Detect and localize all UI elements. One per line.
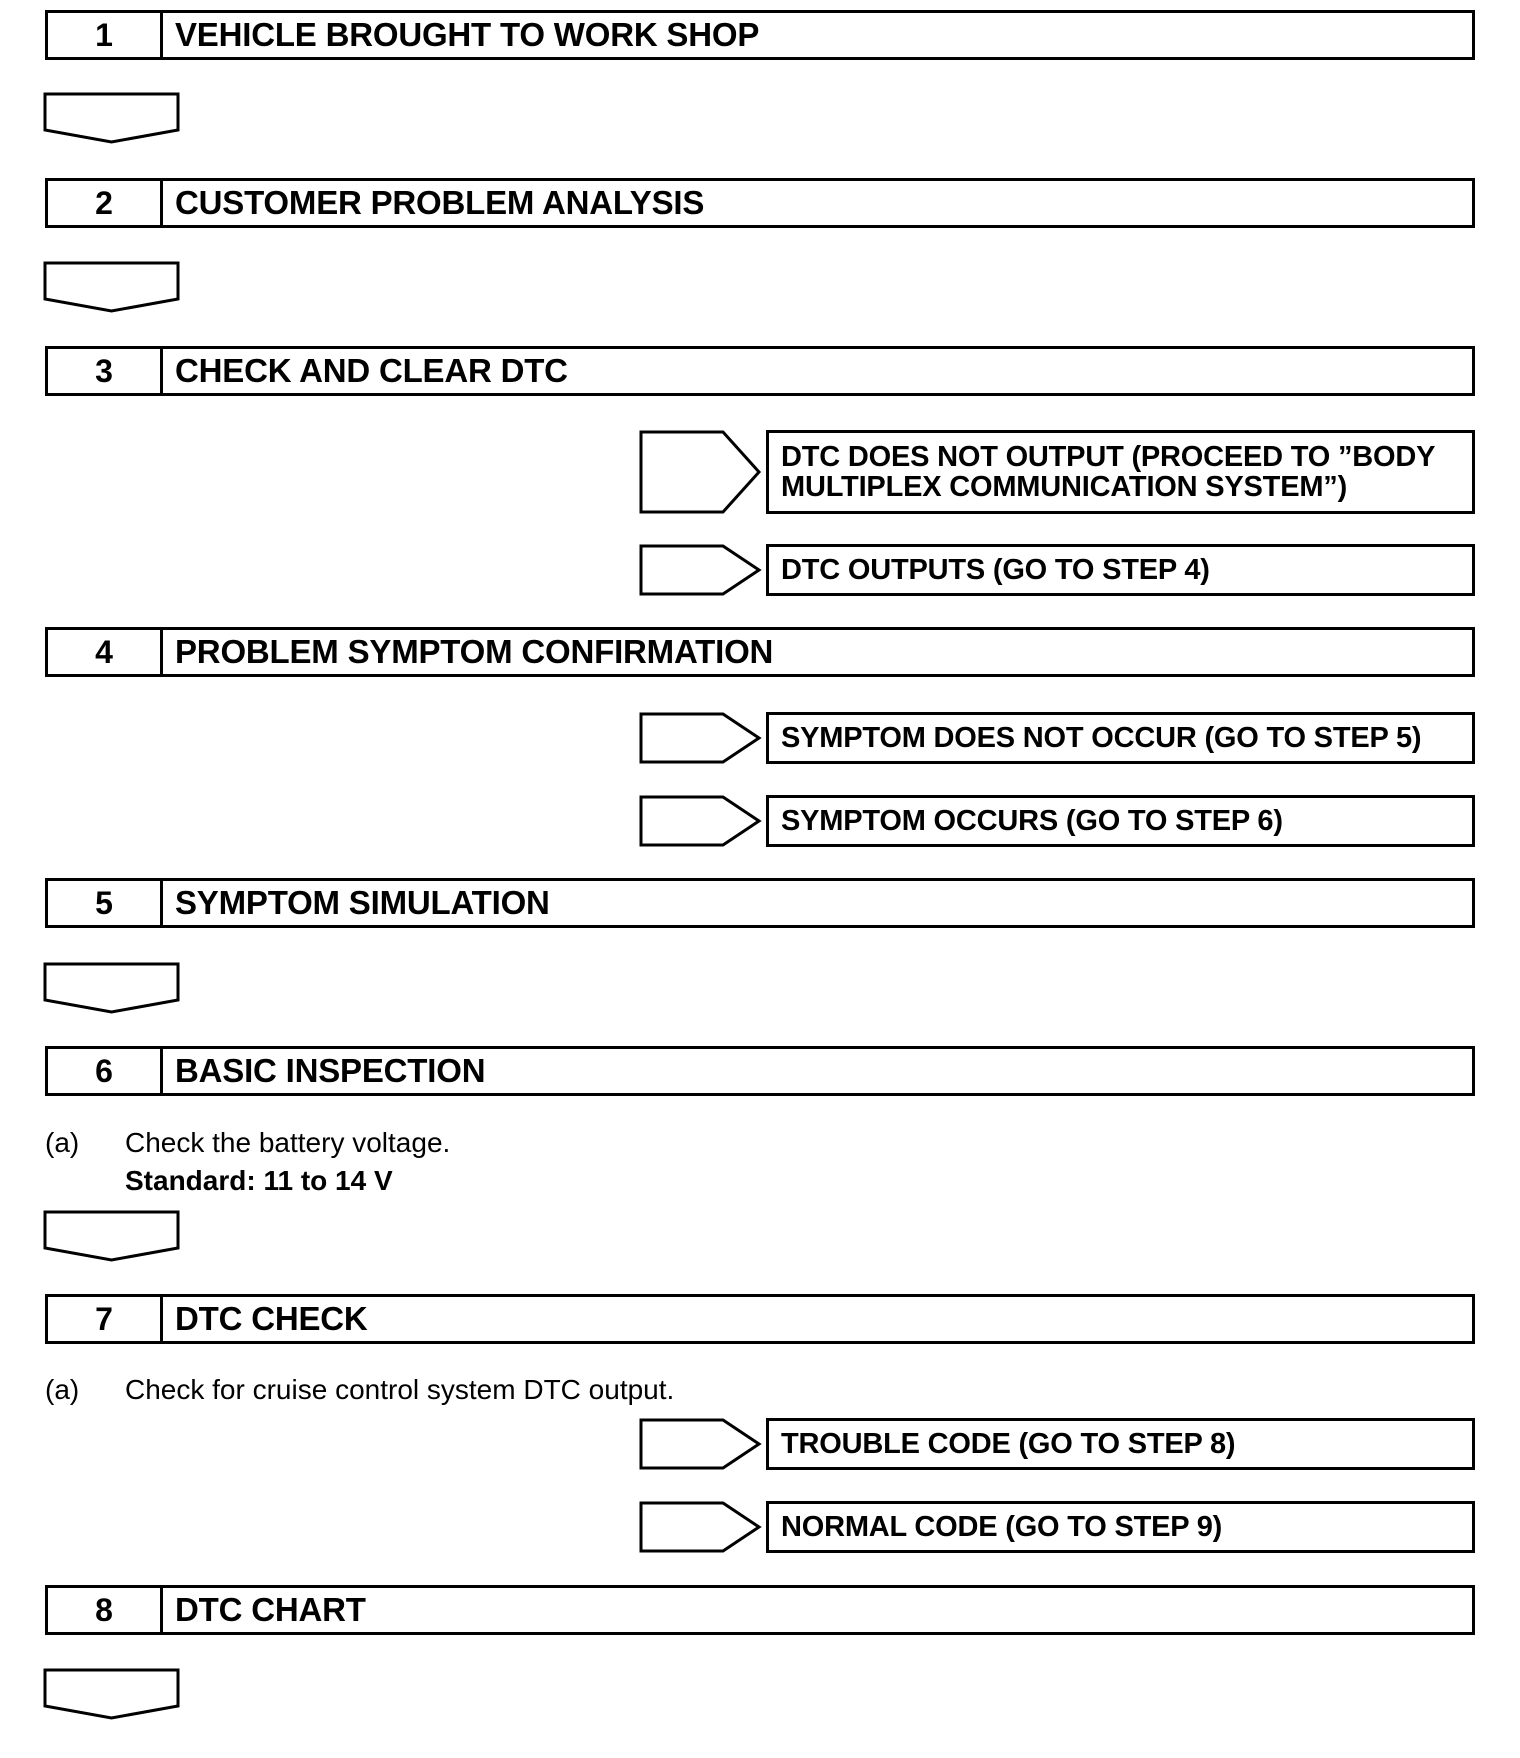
down-arrow-icon bbox=[43, 1668, 183, 1722]
step-5-box bbox=[45, 878, 1475, 928]
result-symptom-occurs bbox=[766, 795, 1475, 847]
result-text: DTC OUTPUTS (GO TO STEP 4) bbox=[781, 554, 1210, 586]
step-title: DTC CHECK bbox=[175, 1300, 368, 1337]
down-arrow-icon bbox=[43, 1210, 183, 1264]
down-arrow-icon bbox=[43, 261, 183, 315]
step-7-box bbox=[45, 1294, 1475, 1344]
step-number: 5 bbox=[48, 881, 163, 925]
step-title: CUSTOMER PROBLEM ANALYSIS bbox=[175, 184, 705, 221]
right-arrow-icon bbox=[639, 795, 763, 849]
result-text: DTC DOES NOT OUTPUT (PROCEED TO ”BODY MULTIPLEX COMMUNICATION SYSTEM”) bbox=[781, 441, 1435, 503]
down-arrow-icon bbox=[43, 92, 183, 146]
right-arrow-icon bbox=[639, 544, 763, 598]
step-title: SYMPTOM SIMULATION bbox=[175, 884, 550, 921]
result-dtc-outputs bbox=[766, 544, 1475, 596]
step-number: 6 bbox=[48, 1049, 163, 1093]
down-arrow-icon bbox=[43, 962, 183, 1016]
right-arrow-icon bbox=[639, 1501, 763, 1555]
step-6-note bbox=[45, 1124, 450, 1200]
step-4-box bbox=[45, 627, 1475, 677]
step-2-box bbox=[45, 178, 1475, 228]
step-number: 1 bbox=[48, 13, 163, 57]
step-8-box bbox=[45, 1585, 1475, 1635]
step-title: VEHICLE BROUGHT TO WORK SHOP bbox=[175, 16, 760, 53]
result-symptom-not-occur bbox=[766, 712, 1475, 764]
step-number: 4 bbox=[48, 630, 163, 674]
note-text: Check for cruise control system DTC output. bbox=[125, 1374, 675, 1405]
step-number: 3 bbox=[48, 349, 163, 393]
step-number: 2 bbox=[48, 181, 163, 225]
step-title: DTC CHART bbox=[175, 1591, 366, 1628]
step-number: 8 bbox=[48, 1588, 163, 1632]
result-text: SYMPTOM OCCURS (GO TO STEP 6) bbox=[781, 805, 1283, 837]
result-text: TROUBLE CODE (GO TO STEP 8) bbox=[781, 1428, 1236, 1460]
note-label: (a) bbox=[45, 1127, 80, 1158]
step-6-box bbox=[45, 1046, 1475, 1096]
result-normal-code bbox=[766, 1501, 1475, 1553]
right-arrow-icon bbox=[639, 1418, 763, 1472]
step-title: BASIC INSPECTION bbox=[175, 1052, 486, 1089]
note-standard: Standard: 11 to 14 V bbox=[125, 1165, 393, 1196]
right-arrow-icon bbox=[639, 712, 763, 766]
result-dtc-not-output bbox=[766, 430, 1475, 514]
step-3-box bbox=[45, 346, 1475, 396]
step-title: CHECK AND CLEAR DTC bbox=[175, 352, 568, 389]
result-text: NORMAL CODE (GO TO STEP 9) bbox=[781, 1511, 1223, 1543]
result-trouble-code bbox=[766, 1418, 1475, 1470]
right-arrow-icon bbox=[639, 430, 763, 516]
step-1-box bbox=[45, 10, 1475, 60]
result-text: SYMPTOM DOES NOT OCCUR (GO TO STEP 5) bbox=[781, 722, 1422, 754]
step-title: PROBLEM SYMPTOM CONFIRMATION bbox=[175, 633, 774, 670]
step-7-note bbox=[45, 1371, 674, 1409]
step-number: 7 bbox=[48, 1297, 163, 1341]
note-label: (a) bbox=[45, 1374, 80, 1405]
note-text: Check the battery voltage. bbox=[125, 1127, 451, 1158]
